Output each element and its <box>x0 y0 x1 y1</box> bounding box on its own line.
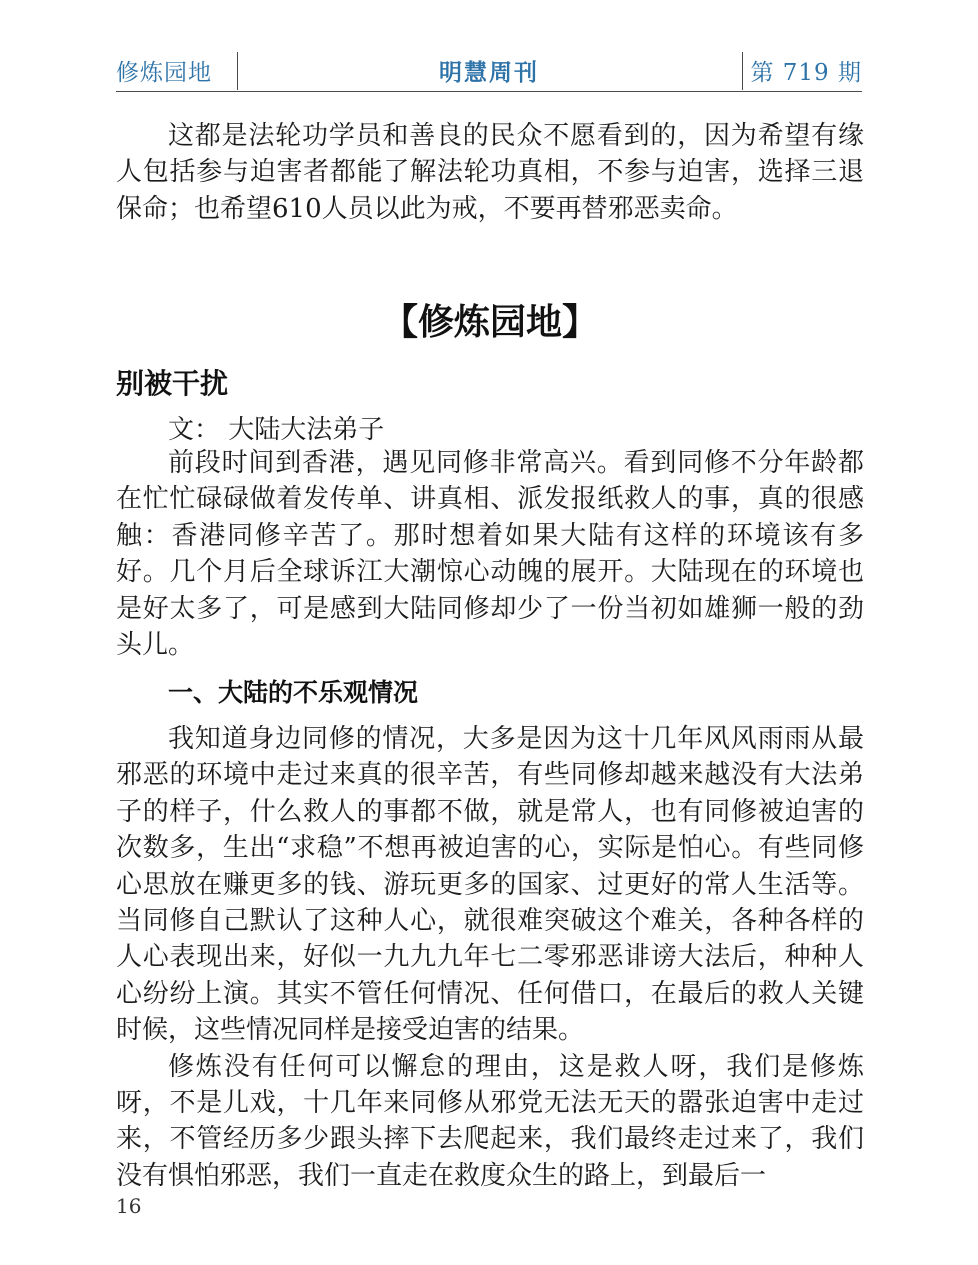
header-section-name: 修炼园地 <box>116 60 212 86</box>
article-title: 别被干扰 <box>116 367 229 400</box>
article-paragraph-1: 前段时间到香港，遇见同修非常高兴。看到同修不分年龄都在忙忙碌碌做着发传单、讲真相、派发报纸救人的事，真的很感触：香港同修辛苦了。那时想着如果大陆有这样的环境该有多好。几个月后全球诉江大潮惊心动魄的展开。大陆现在的环境也是好太多了，可是感到大陆同修却少了一份当初如雄狮一般的劲头儿。 <box>116 448 864 661</box>
intro-paragraph: 这都是法轮功学员和善良的民众不愿看到的，因为希望有缘人包括参与迫害者都能了解法轮功真相，不参与迫害，选择三退保命；也希望610人员以此为戒，不要再替邪恶卖命。 <box>116 121 864 224</box>
article-paragraph-2: 我知道身边同修的情况，大多是因为这十几年风风雨雨从最邪恶的环境中走过来真的很辛苦，有些同修却越来越没有大法弟子的样子，什么救人的事都不做，就是常人，也有同修被迫害的次数多，生出“求稳”不想再被迫害的心，实际是怕心。有些同修心思放在赚更多的钱、游玩更多的国家、过更好的常人生活等。当同修自己默认了这种人心，就很难突破这个难关，各种各样的人心表现出来，好似一九九九年七二零邪恶诽谤大法后，种种人心纷纷上演。其实不管任何情况、任何借口，在最后的救人关键时候，这些情况同样是接受迫害的结果。 <box>116 724 864 1046</box>
header-rule <box>116 91 862 92</box>
intro-text-block <box>116 118 864 227</box>
article-byline: 文： 大陆大法弟子 <box>168 415 385 445</box>
page-number: 16 <box>116 1194 142 1218</box>
header-issue-number: 第 719 期 <box>750 60 862 86</box>
article-subheading-1: 一、大陆的不乐观情况 <box>168 678 419 707</box>
header-publication-name: 明慧周刊 <box>439 60 539 86</box>
header-divider-right <box>742 52 743 90</box>
article-paragraph-1-block <box>116 445 864 663</box>
section-heading: 【修炼园地】 <box>381 302 598 343</box>
article-body-block <box>116 721 864 1194</box>
article-paragraph-3: 修炼没有任何可以懈怠的理由，这是救人呀，我们是修炼呀，不是儿戏，十几年来同修从邪党无法无天的嚣张迫害中走过来，不管经历多少跟头摔下去爬起来，我们最终走过来了，我们没有惧怕邪恶，我们一直走在救度众生的路上，到最后一 <box>116 1051 864 1191</box>
page-header <box>116 48 862 92</box>
